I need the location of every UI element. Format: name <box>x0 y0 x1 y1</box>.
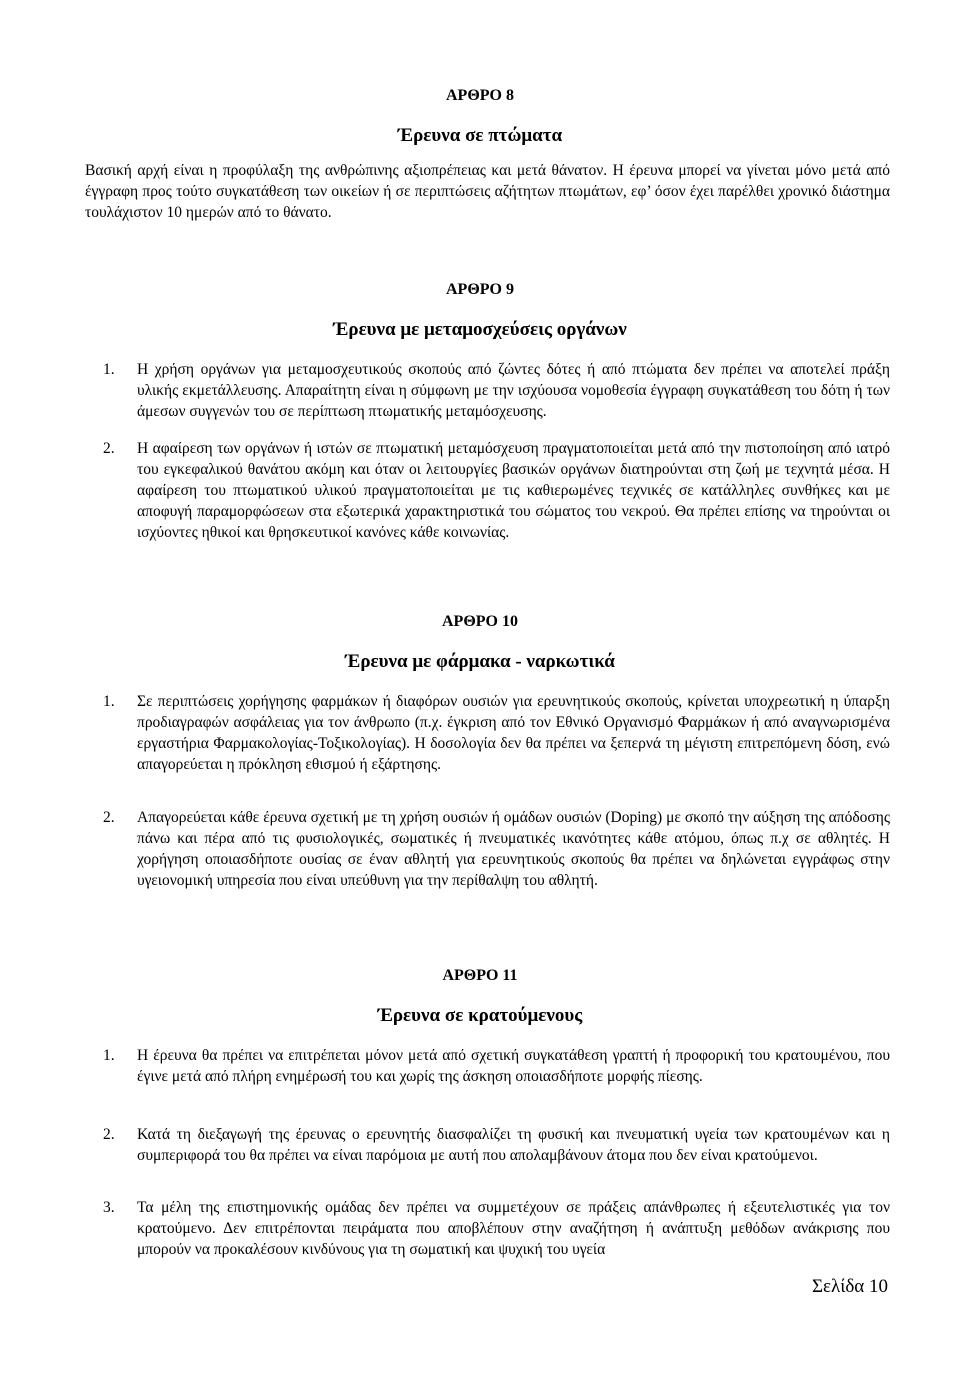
item-text: Τα μέλη της επιστημονικής ομάδας δεν πρέπει να συμμετέχουν σε πράξεις απάνθρωπες ή εξευτελιστικές για τον κρατούμενο. Δεν επιτρέπονται πειράματα που αποβλέπουν στην αναζήτηση ή ανάπτυξη μεθόδων ανάκρισης που μπορούν να προκαλέσουν κινδύνους για τη σωματική και ψυχική του υγεία <box>137 1199 890 1258</box>
article-9-item-2 <box>103 438 890 543</box>
item-number: 1. <box>103 361 115 378</box>
article-10-heading <box>0 612 960 674</box>
item-number: 3. <box>103 1199 115 1216</box>
article-title: Έρευνα με φάρμακα - ναρκωτικά <box>345 651 615 672</box>
item-number: 2. <box>103 440 115 457</box>
article-number: ΑΡΘΡΟ 11 <box>442 967 518 984</box>
article-9-item-1 <box>103 359 890 422</box>
item-number: 2. <box>103 809 115 826</box>
item-text: Κατά τη διεξαγωγή της έρευνας ο ερευνητής διασφαλίζει τη φυσική και πνευματική υγεία των κρατουμένων και η συμπεριφορά του θα πρέπει να είναι παρόμοια με αυτή που απολαμβάνουν άτομα που δεν είναι κρατούμενοι. <box>137 1126 890 1164</box>
article-number: ΑΡΘΡΟ 10 <box>442 613 518 630</box>
article-title: Έρευνα με μεταμοσχεύσεις οργάνων <box>333 319 627 340</box>
item-text: Η χρήση οργάνων για μεταμοσχευτικούς σκοπούς από ζώντες δότες ή από πτώματα δεν πρέπει να αποτελεί πράξη υλικής εκμετάλλευσης. Απαραίτητη είναι η σύμφωνη με την ισχύουσα νομοθεσία έγγραφη συγκατάθεση του δότη ή των άμεσων συγγενών του σε περίπτωση πτωματικής μεταμόσχευσης. <box>137 361 890 420</box>
item-text: Η αφαίρεση των οργάνων ή ιστών σε πτωματική μεταμόσχευση πραγματοποιείται μετά από την πιστοποίηση από ιατρό του εγκεφαλικού θανάτου ακόμη και όταν οι λειτουργίες βασικών οργάνων διατηρούνται στη ζωή με τεχνητά μέσα. Η αφαίρεση του πτωματικού υλικού πραγματοποιείται με τις καθιερωμένες τεχνικές σε κατάλληλες συνθήκες και με αποφυγή παραμορφώσεων στα εξωτερικά χαρακτηριστικά του σώματος του νεκρού. Θα πρέπει επίσης να τηρούνται οι ισχύοντες ηθικοί και θρησκευτικοί κανόνες κάθε κοινωνίας. <box>137 440 890 541</box>
item-text: Απαγορεύεται κάθε έρευνα σχετική με τη χρήση ουσιών ή ομάδων ουσιών (Doping) με σκοπό την αύξηση της απόδοσης πάνω και πέρα από τις φυσιολογικές, σωματικές ή πνευματικές ικανότητες κάθε ατόμου, όπως π.χ σε αθλητές. Η χορήγηση οποιασδήποτε ουσίας σε έναν αθλητή για ερευνητικούς σκοπούς θα πρέπει να δηλώνεται εγγράφως στην υγειονομική υπηρεσία που είναι υπεύθυνη για την περίθαλψη του αθλητή. <box>137 809 890 889</box>
item-number: 1. <box>103 693 115 710</box>
article-10-item-1 <box>103 691 890 775</box>
article-11-item-1 <box>103 1045 890 1087</box>
article-9-heading <box>0 280 960 342</box>
article-11-item-2 <box>103 1124 890 1166</box>
article-title: Έρευνα σε κρατούμενους <box>377 1005 583 1026</box>
item-text: Σε περιπτώσεις χορήγησης φαρμάκων ή διαφόρων ουσιών για ερευνητικούς σκοπούς, κρίνεται υποχρεωτική η ύπαρξη προδιαγραφών ασφάλειας για τον άνθρωπο (π.χ. έγκριση από τον Εθνικό Οργανισμό Φαρμάκων ή από αναγνωρισμένα εργαστήρια Φαρμακολογίας-Τοξικολογίας). Η δοσολογία δεν θα πρέπει να ξεπερνά τη μέγιστη επιτρεπόμενη δόση, ενώ απαγορεύεται η πρόκληση εθισμού ή εξάρτησης. <box>137 693 890 773</box>
item-number: 2. <box>103 1126 115 1143</box>
article-number: ΑΡΘΡΟ 8 <box>446 87 514 104</box>
item-text: Η έρευνα θα πρέπει να επιτρέπεται μόνον μετά από σχετική συγκατάθεση γραπτή ή προφορική του κρατουμένου, που έγινε μετά από πλήρη ενημέρωσή του και χωρίς της άσκηση οποιασδήποτε μορφής πίεσης. <box>137 1047 890 1085</box>
article-11-item-3 <box>103 1197 890 1260</box>
article-11-heading <box>0 966 960 1028</box>
article-10-item-2 <box>103 807 890 891</box>
article-8-body: Βασική αρχή είναι η προφύλαξη της ανθρώπινης αξιοπρέπειας και μετά θάνατον. Η έρευνα μπορεί να γίνεται μόνο μετά από έγγραφη προς τούτο συγκατάθεση των οικείων ή σε περιπτώσεις αζήτητων πτωμάτων, εφ’ όσον έχει παρέλθει χρονικό διάστημα τουλάχιστον 10 ημερών από το θάνατο. <box>85 162 890 221</box>
article-number: ΑΡΘΡΟ 9 <box>446 281 514 298</box>
item-number: 1. <box>103 1047 115 1064</box>
article-8-heading <box>0 86 960 148</box>
article-title: Έρευνα σε πτώματα <box>397 125 563 146</box>
page-number: Σελίδα 10 <box>811 1276 888 1297</box>
